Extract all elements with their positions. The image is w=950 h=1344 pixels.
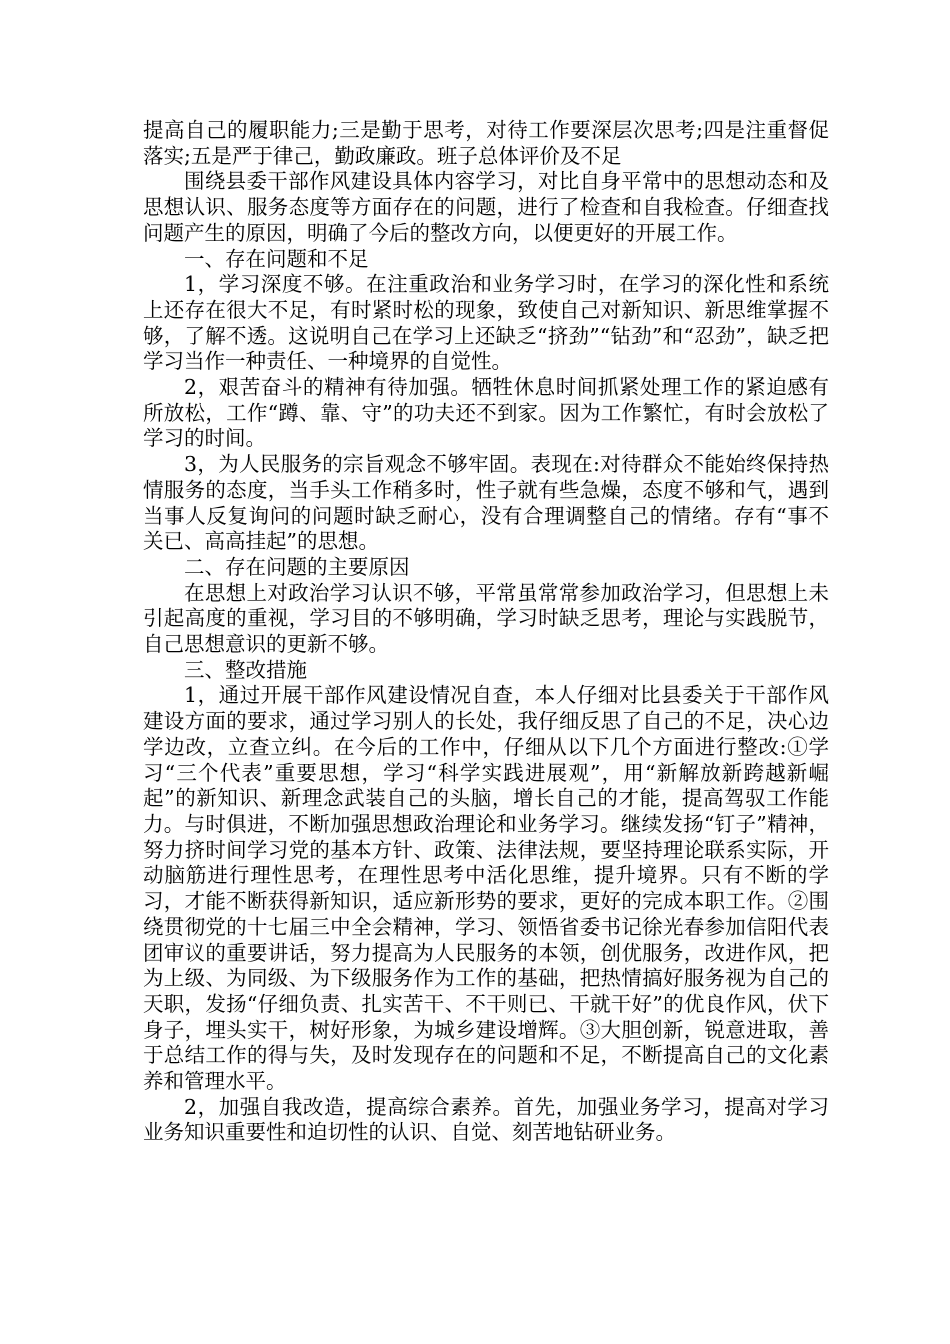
paragraph-problem-1: 1，学习深度不够。在注重政治和业务学习时，在学习的深化性和系统上还存在很大不足，有时紧时松的现象，致使自己对新知识、新思维掌握不够，了解不透。这说明自己在学习上还缺乏“挤劲”“钻劲”和“忍劲”，缺乏把学习当作一种责任、一种境界的自觉性。 (143, 272, 829, 374)
paragraph-measure-2: 2，加强自我改造，提高综合素养。首先，加强业务学习，提高对学习业务知识重要性和迫切性的认识、自觉、刻苦地钻研业务。 (143, 1094, 829, 1145)
paragraph-continuation: 提高自己的履职能力;三是勤于思考，对待工作要深层次思考;四是注重督促落实;五是严于律己，勤政廉政。班子总体评价及不足 (143, 118, 829, 168)
paragraph-problem-2: 2，艰苦奋斗的精神有待加强。牺牲休息时间抓紧处理工作的紧迫感有所放松，工作“蹲、靠、守”的功夫还不到家。因为工作繁忙，有时会放松了学习的时间。 (143, 375, 829, 451)
section-heading-causes: 二、存在问题的主要原因 (184, 554, 410, 579)
paragraph-causes: 在思想上对政治学习认识不够，平常虽常常参加政治学习，但思想上未引起高度的重视，学习目的不够明确，学习时缺乏思考，理论与实践脱节，自己思想意识的更新不够。 (143, 580, 829, 657)
paragraph-problem-3: 3，为人民服务的宗旨观念不够牢固。表现在:对待群众不能始终保持热情服务的态度，当手头工作稍多时，性子就有些急燥，态度不够和气，遇到当事人反复询问的问题时缺乏耐心，没有合理调整自己的情绪。存有“事不关已、高高挂起”的思想。 (143, 452, 829, 554)
paragraph-intro: 围绕县委干部作风建设具体内容学习，对比自身平常中的思想动态和及思想认识、服务态度等方面存在的问题，进行了检查和自我检查。仔细查找问题产生的原因，明确了今后的整改方向，以便更好的开展工作。 (143, 169, 829, 245)
section-heading-problems: 一、存在问题和不足 (184, 246, 369, 271)
paragraph-measure-1: 1，通过开展干部作风建设情况自查，本人仔细对比县委关于干部作风建设方面的要求，通过学习别人的长处，我仔细反思了自己的不足，决心边学边改，立查立纠。在今后的工作中，仔细从以下几个方面进行整改:①学习“三个代表”重要思想，学习“科学实践进展观”，用“新解放新跨越新崛起”的新知识、新理念武装自己的头脑，增长自己的才能，提高驾驭工作能力。与时俱进，不断加强思想政治理论和业务学习。继续发扬“钉子”精神，努力挤时间学习党的基本方针、政策、法律法规，要坚持理论联系实际，开动脑筋进行理性思考，在理性思考中活化思维，提升境界。只有不断的学习，才能不断获得新知识，适应新形势的要求，更好的完成本职工作。②围绕贯彻党的十七届三中全会精神，学习、领悟省委书记徐光春参加信阳代表团审议的重要讲话，努力提高为人民服务的本领，创优服务，改进作风，把为上级、为同级、为下级服务作为工作的基础，把热情搞好服务视为自己的天职，发扬“仔细负责、扎实苦干、不干则已、干就干好”的优良作风，伏下身子，埋头实干，树好形象，为城乡建设增辉。③大胆创新，锐意进取，善于总结工作的得与失，及时发现存在的问题和不足，不断提高自己的文化素养和管理水平。 (143, 683, 829, 1094)
document-page (143, 118, 829, 1146)
section-heading-measures: 三、整改措施 (184, 657, 307, 682)
